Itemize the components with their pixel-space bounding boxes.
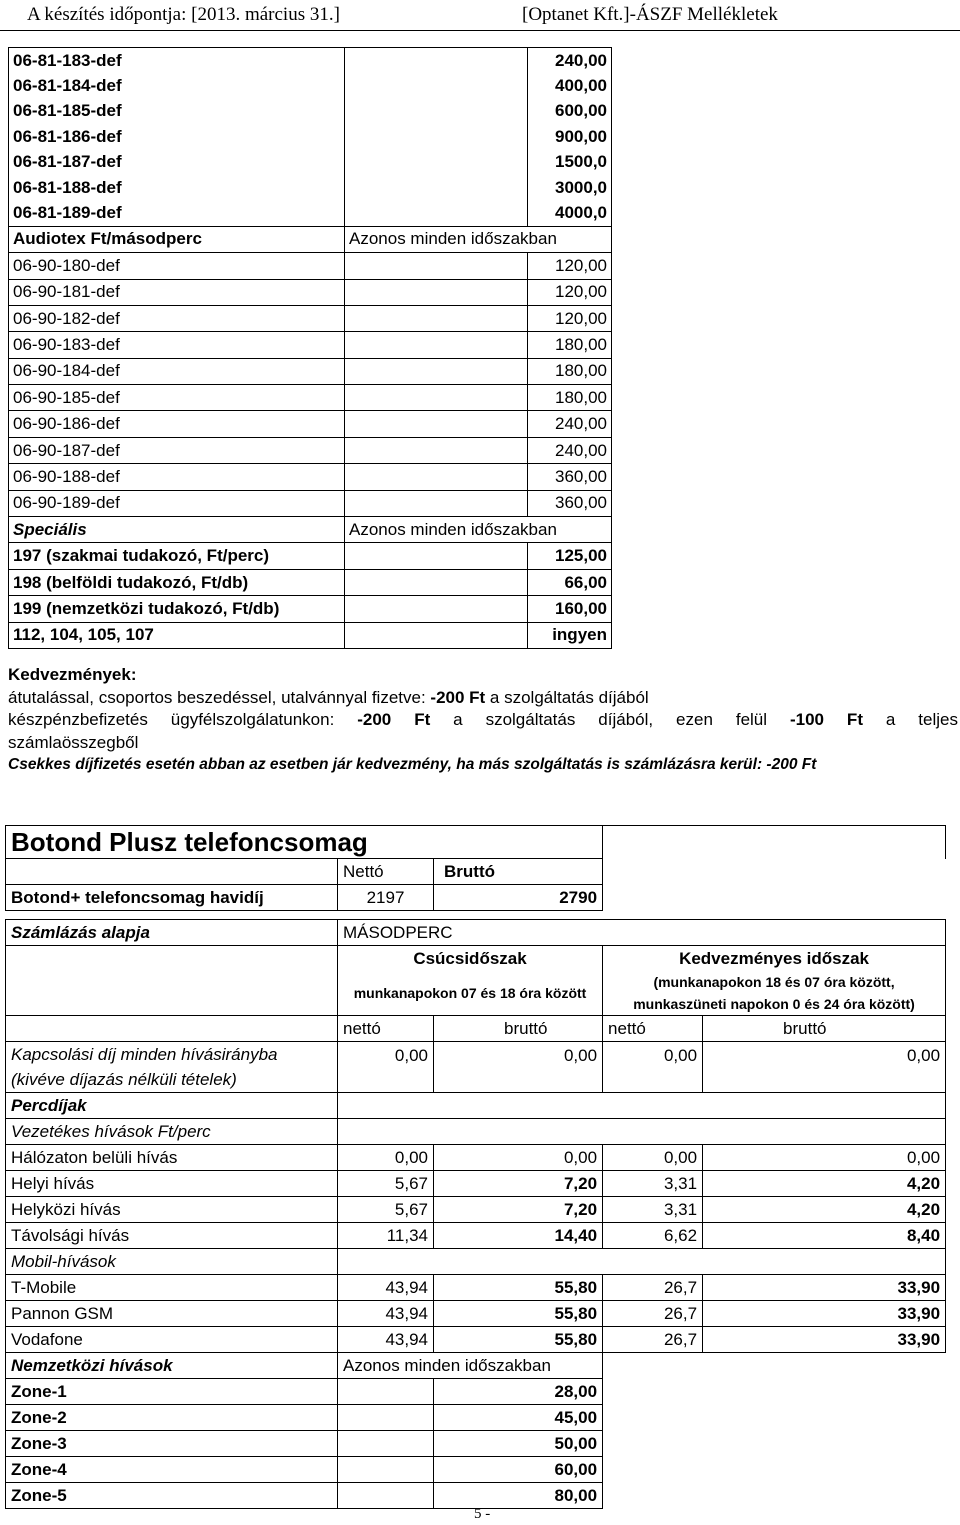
tariff-table (8, 47, 612, 649)
table-row (6, 920, 946, 946)
same-all-periods: Azonos minden időszakban (345, 226, 612, 252)
table-row: T-Mobile 43,94 55,80 26,7 33,90 (6, 1275, 946, 1301)
table-row: Pannon GSM 43,94 55,80 26,7 33,90 (6, 1301, 946, 1327)
discounts-section (8, 664, 958, 777)
percdijak-label: Percdíjak (6, 1093, 338, 1119)
table-row: 199 (nemzetközi tudakozó, Ft/db) 160,00 (9, 596, 612, 622)
discounts-title: Kedvezmények: (8, 665, 137, 684)
discount-line-cash-end: számlaösszegből (8, 732, 139, 752)
table-row: Zone-1 28,00 (6, 1379, 946, 1405)
page-number: 5 - (474, 1506, 491, 1522)
intl-same-periods: Azonos minden időszakban (338, 1353, 603, 1379)
table-row: Kapcsolási díj minden hívásirányba (kivéve díjazás nélküli tételek) 0,00 0,00 0,00 0,00 (6, 1042, 946, 1093)
table-row (6, 946, 946, 972)
table-row: 197 (szakmai tudakozó, Ft/perc) 125,00 (9, 543, 612, 569)
netto-header: Nettó (338, 859, 434, 885)
peak-subtitle: munkanapokon 07 és 18 óra között (338, 971, 603, 1016)
special-label: Speciális (9, 517, 345, 543)
page-header (0, 0, 960, 31)
table-row: 06-90-189-def 360,00 (9, 490, 612, 516)
package-title: Botond Plusz telefoncsomag (6, 826, 603, 859)
table-row (6, 1119, 946, 1145)
connection-fee-label: Kapcsolási díj minden hívásirányba (kivéve díjazás nélküli tételek) (6, 1042, 338, 1093)
table-row: 06-90-182-def 120,00 (9, 305, 612, 331)
table-row: Zone-2 45,00 (6, 1405, 946, 1431)
table-row: 06-81-189-def 4000,0 (9, 200, 612, 226)
offpeak-subtitle: (munkanapokon 18 és 07 óra között, munkaszüneti napokon 0 és 24 óra között) (603, 971, 946, 1016)
table-row: 06-81-187-def 1500,0 (9, 150, 612, 175)
table-row (6, 1093, 946, 1119)
botond-package-table (5, 825, 946, 1509)
discount-line-transfer: átutalással, csoportos beszedéssel, utalvánnyal fizetve: -200 Ft a szolgáltatás díjából (8, 687, 649, 707)
table-row: 06-90-187-def 240,00 (9, 437, 612, 463)
table-row: 06-90-183-def 180,00 (9, 332, 612, 358)
intl-calls-label: Nemzetközi hívások (6, 1353, 338, 1379)
table-row (6, 911, 946, 920)
table-row: 06-90-186-def 240,00 (9, 411, 612, 437)
table-row: Zone-3 50,00 (6, 1431, 946, 1457)
table-row: Hálózaton belüli hívás 0,00 0,00 0,00 0,00 (6, 1145, 946, 1171)
discount-line-cheque: Csekkes díjfizetés esetén abban az esetben jár kedvezmény, ha más szolgáltatás is számlázásra kerül: -200 Ft (8, 756, 817, 773)
discount-line-cash: készpénzbefizetés ügyfélszolgálatunkon: -200 Ft a szolgáltatás díjából, ezen felül -100 Ft a teljes (8, 710, 958, 729)
monthly-fee-gross: 2790 (434, 885, 603, 911)
table-row (6, 826, 946, 859)
table-row: nettó bruttó nettó bruttó (6, 1016, 946, 1042)
table-row: Vodafone 43,94 55,80 26,7 33,90 (6, 1327, 946, 1353)
table-row: 198 (belföldi tudakozó, Ft/db) 66,00 (9, 569, 612, 595)
brutto-header: Bruttó (434, 859, 603, 885)
table-row: 06-81-186-def 900,00 (9, 124, 612, 149)
table-section-header (9, 517, 612, 543)
table-row: 06-90-185-def 180,00 (9, 385, 612, 411)
table-row (6, 1249, 946, 1275)
table-row: 06-90-180-def 120,00 (9, 253, 612, 279)
monthly-fee-net: 2197 (338, 885, 434, 911)
table-row: Zone-5 80,00 (6, 1483, 946, 1509)
table-row (6, 859, 946, 885)
table-row: 06-90-181-def 120,00 (9, 279, 612, 305)
billing-value: MÁSODPERC (338, 920, 946, 946)
same-all-periods: Azonos minden időszakban (345, 517, 612, 543)
header-doc-title: [Optanet Kft.]-ÁSZF Mellékletek (522, 4, 778, 25)
offpeak-title: Kedvezményes időszak (603, 946, 946, 972)
table-row: 06-81-184-def 400,00 (9, 73, 612, 98)
table-row: 06-90-184-def 180,00 (9, 358, 612, 384)
table-row (6, 885, 946, 911)
billing-label: Számlázás alapja (6, 920, 338, 946)
mobile-calls-label: Mobil-hívások (6, 1249, 338, 1275)
table-row: 06-81-188-def 3000,0 (9, 175, 612, 200)
table-row: 06-90-188-def 360,00 (9, 464, 612, 490)
table-row: Helyi hívás 5,67 7,20 3,31 4,20 (6, 1171, 946, 1197)
table-row: Zone-4 60,00 (6, 1457, 946, 1483)
monthly-fee-label: Botond+ telefoncsomag havidíj (6, 885, 338, 911)
table-section-header (6, 1353, 946, 1379)
table-section-header (9, 226, 612, 252)
peak-title: Csúcsidőszak (338, 946, 603, 972)
table-row: Távolsági hívás 11,34 14,40 6,62 8,40 (6, 1223, 946, 1249)
wired-calls-label: Vezetékes hívások Ft/perc (6, 1119, 338, 1145)
table-row: 06-81-183-def 240,00 (9, 48, 612, 74)
table-row: 06-81-185-def 600,00 (9, 99, 612, 124)
header-date: A készítés időpontja: [2013. március 31.] (27, 4, 340, 25)
table-row: 112, 104, 105, 107 ingyen (9, 622, 612, 648)
audiotex-label: Audiotex Ft/másodperc (9, 226, 345, 252)
table-row: Helyközi hívás 5,67 7,20 3,31 4,20 (6, 1197, 946, 1223)
